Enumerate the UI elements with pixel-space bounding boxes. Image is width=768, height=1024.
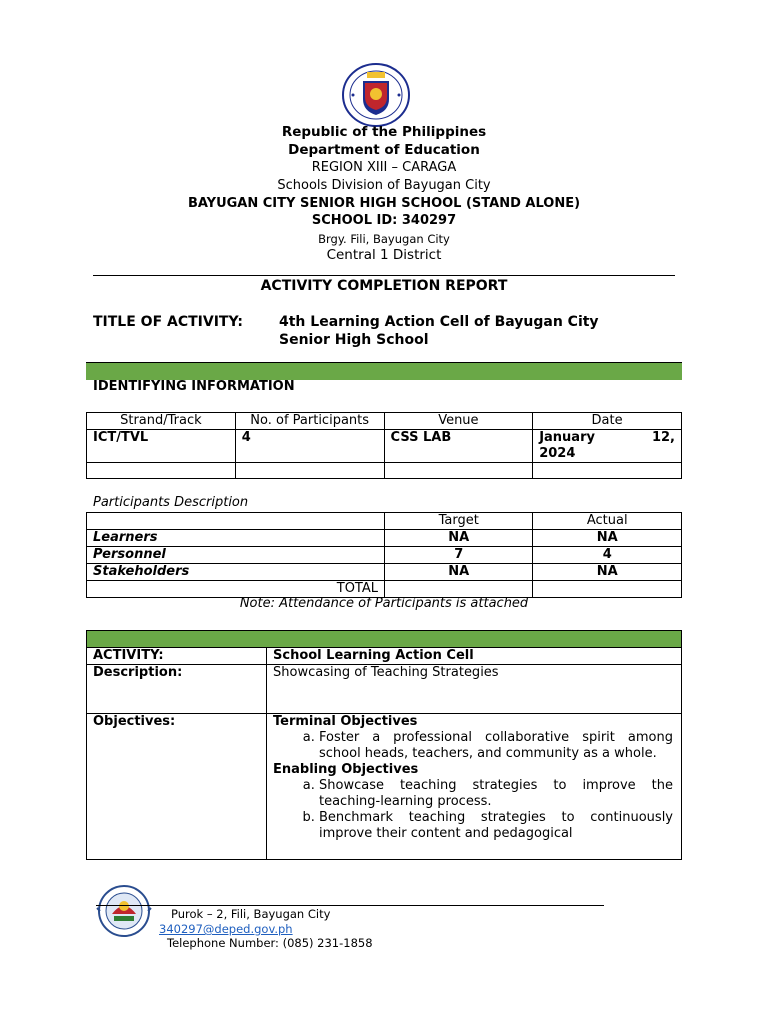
empty-cell xyxy=(235,463,384,479)
col-strand: Strand/Track xyxy=(87,413,236,430)
footer-email-link[interactable]: 340297@deped.gov.ph xyxy=(159,922,293,936)
enabling-objective-item: b. Benchmark teaching strategies to continuously improve their content and pedagogical xyxy=(319,810,675,842)
enabling-objective-item: a. Showcase teaching strategies to improve the teaching-learning process. xyxy=(319,778,675,810)
total-target xyxy=(385,581,533,598)
identifying-heading: IDENTIFYING INFORMATION xyxy=(93,379,295,394)
section-bar-activity xyxy=(87,631,682,648)
header-department: Department of Education xyxy=(288,142,480,158)
attendance-note: Note: Attendance of Participants is attached xyxy=(239,596,529,611)
date-year: 2024 xyxy=(539,446,576,461)
activity-label: ACTIVITY: xyxy=(87,648,267,665)
header-school-id: SCHOOL ID: 340297 xyxy=(311,213,457,228)
enabling-objectives-list xyxy=(273,778,675,842)
terminal-objectives-heading: Terminal Objectives xyxy=(273,714,418,729)
learners-target: NA xyxy=(385,530,533,547)
terminal-objective-item: a. Foster a professional collaborative spirit among school heads, teachers, and community as a whole. xyxy=(319,730,675,762)
header-divider xyxy=(93,275,675,276)
header-republic: Republic of the Philippines xyxy=(281,124,487,140)
header-address: Brgy. Fili, Bayugan City xyxy=(318,232,450,246)
report-title: ACTIVITY COMPLETION REPORT xyxy=(260,278,508,294)
deped-seal-logo xyxy=(341,63,411,127)
date-month: January xyxy=(539,430,595,445)
col-participants: No. of Participants xyxy=(235,413,384,430)
total-actual xyxy=(533,581,682,598)
footer-divider xyxy=(96,905,604,906)
header-school-name: BAYUGAN CITY SENIOR HIGH SCHOOL (STAND ALONE) xyxy=(187,196,581,211)
description-label: Description: xyxy=(87,665,267,714)
personnel-target: 7 xyxy=(385,547,533,564)
description-value: Showcasing of Teaching Strategies xyxy=(267,665,682,714)
col-date: Date xyxy=(533,413,682,430)
cell-venue: CSS LAB xyxy=(384,430,533,463)
header-division: Schools Division of Bayugan City xyxy=(277,178,491,193)
objectives-label: Objectives: xyxy=(87,714,267,860)
activity-title-line1: 4th Learning Action Cell of Bayugan City xyxy=(279,314,599,330)
cell-participants: 4 xyxy=(235,430,384,463)
participants-table xyxy=(86,512,682,598)
cell-date xyxy=(533,430,682,463)
header-region: REGION XIII – CARAGA xyxy=(311,160,457,175)
footer-address: Purok – 2, Fili, Bayugan City xyxy=(171,907,331,921)
activity-title-line2: Senior High School xyxy=(279,332,429,348)
enabling-objectives-heading: Enabling Objectives xyxy=(273,762,419,777)
empty-cell xyxy=(533,463,682,479)
stakeholders-actual: NA xyxy=(533,564,682,581)
school-logo xyxy=(96,884,152,938)
col-venue: Venue xyxy=(384,413,533,430)
section-bar-identifying xyxy=(86,362,682,380)
cell-strand: ICT/TVL xyxy=(87,430,236,463)
col-actual: Actual xyxy=(533,513,682,530)
activity-table xyxy=(86,630,682,860)
terminal-objectives-list xyxy=(273,730,675,762)
empty-cell xyxy=(384,463,533,479)
header-district: Central 1 District xyxy=(326,247,442,263)
activity-value: School Learning Action Cell xyxy=(267,648,682,665)
total-label: TOTAL xyxy=(87,581,385,598)
date-day: 12, xyxy=(651,430,675,445)
personnel-actual: 4 xyxy=(533,547,682,564)
col-target: Target xyxy=(385,513,533,530)
row-label-stakeholders: Stakeholders xyxy=(87,564,385,581)
activity-title-label: TITLE OF ACTIVITY: xyxy=(93,314,243,330)
learners-actual: NA xyxy=(533,530,682,547)
row-label-learners: Learners xyxy=(87,530,385,547)
row-label-personnel: Personnel xyxy=(87,547,385,564)
empty-cell xyxy=(87,463,236,479)
stakeholders-target: NA xyxy=(385,564,533,581)
footer-phone: Telephone Number: (085) 231-1858 xyxy=(167,936,373,950)
participants-header-blank xyxy=(87,513,385,530)
identifying-table xyxy=(86,412,682,479)
objectives-cell xyxy=(267,714,682,860)
participants-caption: Participants Description xyxy=(93,495,249,510)
